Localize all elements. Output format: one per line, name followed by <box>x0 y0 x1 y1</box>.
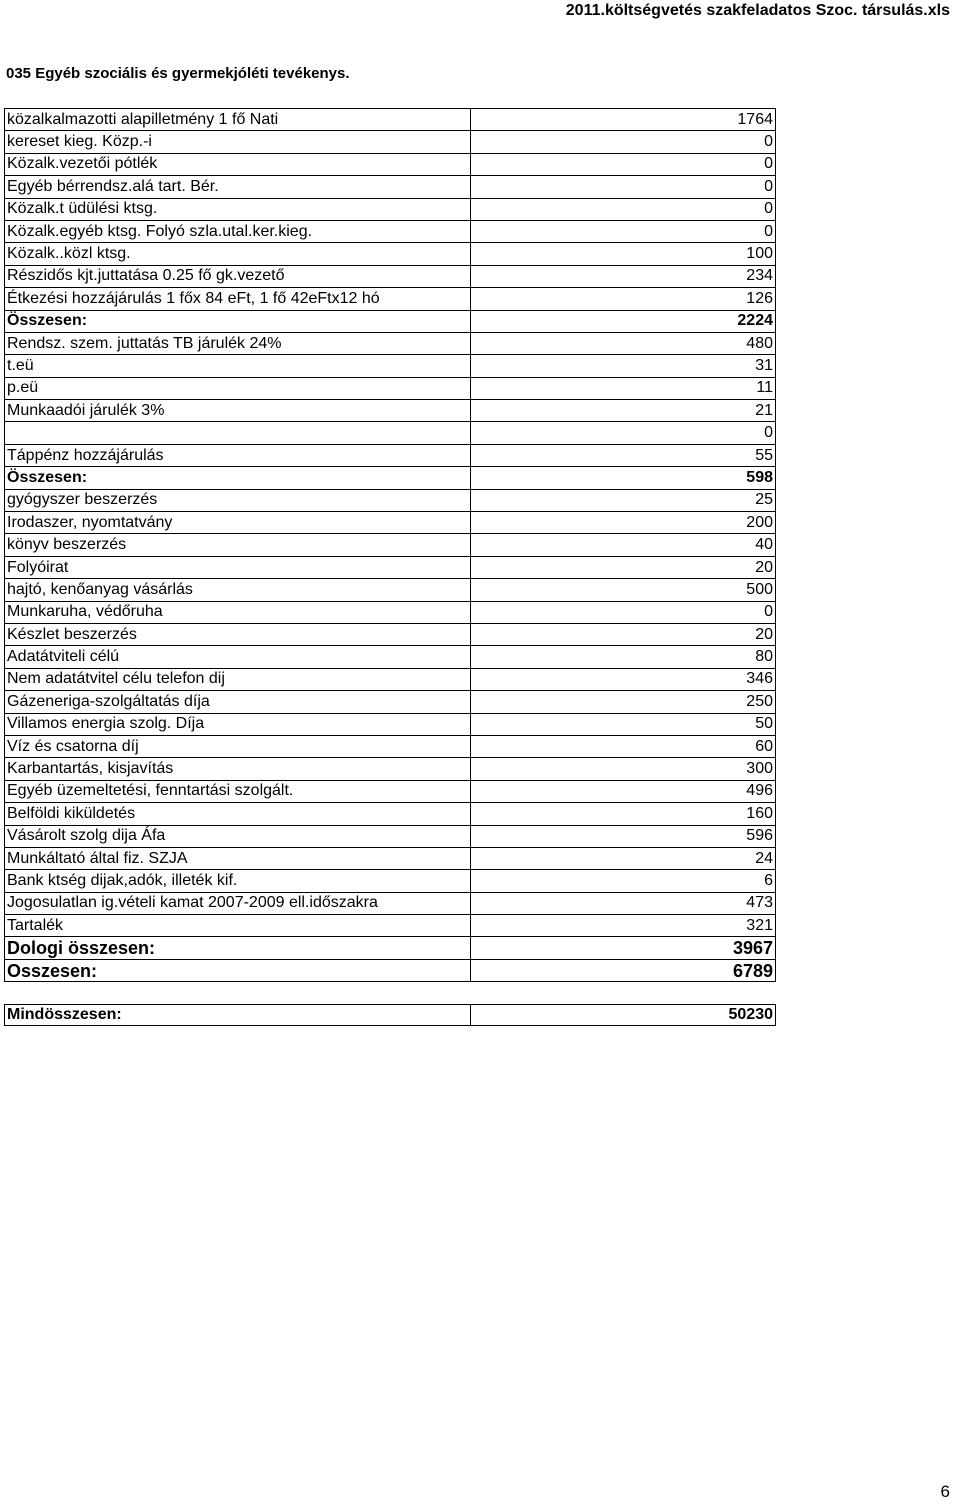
row-value: 160 <box>471 803 776 825</box>
document-file-title: 2011.költségvetés szakfeladatos Szoc. társulás.xls <box>565 2 950 19</box>
row-value: 20 <box>471 556 776 578</box>
table-row <box>5 556 776 578</box>
table-row <box>5 691 776 713</box>
row-value: 50 <box>471 713 776 735</box>
row-value: 480 <box>471 332 776 354</box>
table-row <box>5 489 776 511</box>
table-row <box>5 579 776 601</box>
table-row <box>5 758 776 780</box>
row-value: 321 <box>471 915 776 937</box>
row-value: 598 <box>471 467 776 489</box>
row-label: Összesen: <box>5 310 471 332</box>
table-row <box>5 243 776 265</box>
table-row <box>5 825 776 847</box>
row-label: Részidős kjt.juttatása 0.25 fő gk.vezető <box>5 265 471 287</box>
row-value: 1764 <box>471 109 776 131</box>
row-label: Munkaruha, védőruha <box>5 601 471 623</box>
row-value: 60 <box>471 735 776 757</box>
table-row <box>5 847 776 869</box>
row-value: 55 <box>471 444 776 466</box>
row-label: Táppénz hozzájárulás <box>5 444 471 466</box>
row-value: 0 <box>471 153 776 175</box>
row-value: 126 <box>471 288 776 310</box>
row-value: 2224 <box>471 310 776 332</box>
grand-total-table <box>4 1004 776 1026</box>
row-label: Irodaszer, nyomtatvány <box>5 512 471 534</box>
table-row <box>5 310 776 332</box>
table-row <box>5 220 776 242</box>
row-label: hajtó, kenőanyag vásárlás <box>5 579 471 601</box>
row-value: 346 <box>471 668 776 690</box>
row-value: 11 <box>471 377 776 399</box>
row-label: Készlet beszerzés <box>5 623 471 645</box>
row-label: Bank ktség dijak,adók, illeték kif. <box>5 870 471 892</box>
table-row <box>5 915 776 937</box>
table-row <box>5 668 776 690</box>
table-row <box>5 444 776 466</box>
table-row <box>5 803 776 825</box>
table-row <box>5 601 776 623</box>
row-value: 200 <box>471 512 776 534</box>
row-label: könyv beszerzés <box>5 534 471 556</box>
row-label: Folyóirat <box>5 556 471 578</box>
row-value: 300 <box>471 758 776 780</box>
row-label: Osszesen: <box>5 959 471 981</box>
grand-total-label: Mindösszesen: <box>5 1005 471 1026</box>
grand-total-row <box>5 1005 776 1026</box>
table-row <box>5 176 776 198</box>
row-value: 80 <box>471 646 776 668</box>
row-label: Vásárolt szolg dija Áfa <box>5 825 471 847</box>
table-row <box>5 288 776 310</box>
row-label <box>5 422 471 444</box>
row-value: 500 <box>471 579 776 601</box>
row-label: Gázeneriga-szolgáltatás díja <box>5 691 471 713</box>
table-row <box>5 422 776 444</box>
grand-total-value: 50230 <box>471 1005 776 1026</box>
row-value: 20 <box>471 623 776 645</box>
row-value: 250 <box>471 691 776 713</box>
table-row <box>5 780 776 802</box>
table-row <box>5 467 776 489</box>
row-label: Közalk..közl ktsg. <box>5 243 471 265</box>
table-row <box>5 735 776 757</box>
table-row <box>5 153 776 175</box>
page-number: 6 <box>940 1482 950 1501</box>
row-value: 0 <box>471 131 776 153</box>
row-label: közalkalmazotti alapilletmény 1 fő Nati <box>5 109 471 131</box>
row-label: Tartalék <box>5 915 471 937</box>
row-label: Rendsz. szem. juttatás TB járulék 24% <box>5 332 471 354</box>
row-value: 473 <box>471 892 776 914</box>
budget-table <box>4 108 776 982</box>
row-value: 234 <box>471 265 776 287</box>
table-row <box>5 377 776 399</box>
row-value: 0 <box>471 220 776 242</box>
table-row <box>5 646 776 668</box>
row-value: 0 <box>471 422 776 444</box>
row-label: Víz és csatorna díj <box>5 735 471 757</box>
row-label: Adatátviteli célú <box>5 646 471 668</box>
row-value: 31 <box>471 355 776 377</box>
row-value: 0 <box>471 198 776 220</box>
row-value: 0 <box>471 176 776 198</box>
row-value: 25 <box>471 489 776 511</box>
table-row <box>5 512 776 534</box>
row-label: p.eü <box>5 377 471 399</box>
row-value: 100 <box>471 243 776 265</box>
row-value: 21 <box>471 400 776 422</box>
row-value: 596 <box>471 825 776 847</box>
table-row <box>5 534 776 556</box>
row-label: Jogosulatlan ig.vételi kamat 2007-2009 ell.időszakra <box>5 892 471 914</box>
row-label: Munkáltató által fiz. SZJA <box>5 847 471 869</box>
table-row <box>5 937 776 959</box>
table-row <box>5 870 776 892</box>
row-label: kereset kieg. Közp.-i <box>5 131 471 153</box>
row-label: Munkaadói járulék 3% <box>5 400 471 422</box>
row-label: Nem adatátvitel célu telefon dij <box>5 668 471 690</box>
row-label: Étkezési hozzájárulás 1 főx 84 eFt, 1 fő 42eFtx12 hó <box>5 288 471 310</box>
row-label: Dologi összesen: <box>5 937 471 959</box>
table-row <box>5 198 776 220</box>
table-row <box>5 131 776 153</box>
row-label: Közalk.egyéb ktsg. Folyó szla.utal.ker.kieg. <box>5 220 471 242</box>
row-value: 0 <box>471 601 776 623</box>
row-value: 6789 <box>471 959 776 981</box>
table-row <box>5 623 776 645</box>
row-label: Összesen: <box>5 467 471 489</box>
row-value: 496 <box>471 780 776 802</box>
table-row <box>5 265 776 287</box>
table-row <box>5 400 776 422</box>
row-label: Egyéb üzemeltetési, fenntartási szolgált. <box>5 780 471 802</box>
row-label: Egyéb bérrendsz.alá tart. Bér. <box>5 176 471 198</box>
row-label: Közalk.vezetői pótlék <box>5 153 471 175</box>
table-row <box>5 959 776 981</box>
row-value: 3967 <box>471 937 776 959</box>
row-value: 6 <box>471 870 776 892</box>
row-value: 24 <box>471 847 776 869</box>
table-row <box>5 892 776 914</box>
row-label: Belföldi kiküldetés <box>5 803 471 825</box>
section-title: 035 Egyéb szociális és gyermekjóléti tevékenys. <box>6 65 350 82</box>
row-label: gyógyszer beszerzés <box>5 489 471 511</box>
table-row <box>5 355 776 377</box>
row-label: t.eü <box>5 355 471 377</box>
table-row <box>5 109 776 131</box>
row-value: 40 <box>471 534 776 556</box>
row-label: Villamos energia szolg. Díja <box>5 713 471 735</box>
table-row <box>5 713 776 735</box>
row-label: Közalk.t üdülési ktsg. <box>5 198 471 220</box>
row-label: Karbantartás, kisjavítás <box>5 758 471 780</box>
table-row <box>5 332 776 354</box>
